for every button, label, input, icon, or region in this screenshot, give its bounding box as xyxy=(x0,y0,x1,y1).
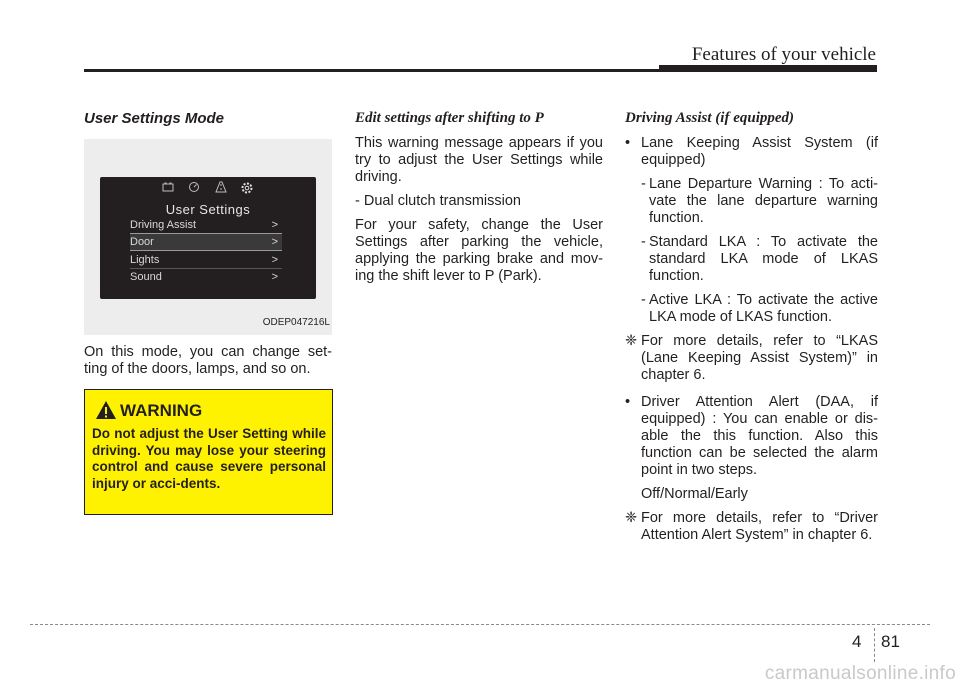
daa-options: Off/Normal/Early xyxy=(641,486,748,502)
chevron-right-icon: > xyxy=(271,271,278,283)
edit-settings-p2: - Dual clutch transmission xyxy=(355,193,521,209)
chevron-right-icon: > xyxy=(271,219,278,231)
dash-mark: - xyxy=(641,292,646,308)
warning-triangle-icon xyxy=(95,400,117,425)
page-number: 81 xyxy=(881,632,900,651)
sub-item-text: Standard LKA : To activate the standard LKA mode of LKAS function. xyxy=(649,234,878,284)
list-item-text: Lane Keeping Assist System (if equipped) xyxy=(641,135,878,168)
column-left xyxy=(84,110,332,385)
warning-box xyxy=(84,389,333,515)
menu-item-door[interactable] xyxy=(130,233,282,251)
menu-item-label: Lights xyxy=(130,254,160,266)
dash-mark: - xyxy=(641,176,646,192)
menu-item-label: Sound xyxy=(130,271,162,283)
user-settings-body: On this mode, you can change set-ting of the doors, lamps, and so on. xyxy=(84,344,332,377)
screen-title: User Settings xyxy=(165,202,251,217)
watermark: carmanualsonline.info xyxy=(764,663,956,684)
sub-item-active-lka xyxy=(625,292,878,326)
note-mark-icon: ❈ xyxy=(625,510,638,526)
list-item-lka xyxy=(625,135,878,169)
note-daa xyxy=(625,510,878,544)
warning-title: WARNING xyxy=(120,401,203,420)
note-text: For more details, refer to “LKAS (Lane Keeping Assist System)” in chapter 6. xyxy=(641,333,878,383)
gear-icon xyxy=(240,181,254,201)
dash-mark: - xyxy=(641,234,646,250)
footer-vertical-divider xyxy=(874,628,875,662)
road-icon xyxy=(214,181,228,199)
edit-settings-p1: This warning message appears if you try to adjust the User Settings while driving. xyxy=(355,135,603,185)
column-middle xyxy=(355,110,603,292)
sub-item-lane-departure-warning xyxy=(625,176,878,227)
footer-divider xyxy=(30,624,930,625)
figure-code: ODEP047216L xyxy=(262,317,330,328)
menu-item-label: Driving Assist xyxy=(130,219,197,231)
section-heading-driving-assist: Driving Assist (if equipped) xyxy=(625,110,795,126)
list-item-daa xyxy=(625,394,878,479)
bullet-mark: • xyxy=(625,394,631,410)
bullet-mark: • xyxy=(625,135,631,151)
note-lkas xyxy=(625,333,878,384)
battery-icon xyxy=(162,181,174,198)
figure-user-settings-screen xyxy=(84,139,332,335)
menu-item-driving-assist[interactable] xyxy=(130,217,282,233)
edit-settings-p3: For your safety, change the User Settings after parking the vehicle, applying the parking brake and mov-ing the shift lever to P (Park). xyxy=(355,217,603,284)
sub-item-text: Active LKA : To activate the active LKA mode of LKAS function. xyxy=(649,292,878,325)
gauge-icon xyxy=(188,181,200,199)
warning-body: Do not adjust the User Setting while driving. You may lose your steering control and cause severe personal injury or acci-dents. xyxy=(92,426,326,491)
section-heading-user-settings-mode: User Settings Mode xyxy=(84,110,225,127)
section-heading-edit-settings: Edit settings after shifting to P xyxy=(355,110,544,126)
chevron-right-icon: > xyxy=(271,236,278,248)
menu-item-label: Door xyxy=(130,236,154,248)
note-mark-icon: ❈ xyxy=(625,333,638,349)
menu-item-sound[interactable] xyxy=(130,269,282,285)
menu-item-lights[interactable] xyxy=(130,252,282,268)
column-right xyxy=(625,110,878,551)
screen-icon-row xyxy=(100,181,316,199)
chevron-right-icon: > xyxy=(271,254,278,266)
note-text: For more details, refer to “Driver Attention Alert System” in chapter 6. xyxy=(641,510,878,543)
chapter-number: 4 xyxy=(852,632,862,651)
sub-item-standard-lka xyxy=(625,234,878,285)
list-item-text: Driver Attention Alert (DAA, if equipped) : You can enable or dis-able the this function. Also this function can be selected the alarm point in two steps. xyxy=(641,394,878,478)
header-title: Features of your vehicle xyxy=(691,44,876,65)
sub-item-text: Lane Departure Warning : To acti-vate the lane departure warning function. xyxy=(649,176,878,226)
cluster-screen xyxy=(100,177,316,299)
header-rule-thick xyxy=(659,65,877,72)
